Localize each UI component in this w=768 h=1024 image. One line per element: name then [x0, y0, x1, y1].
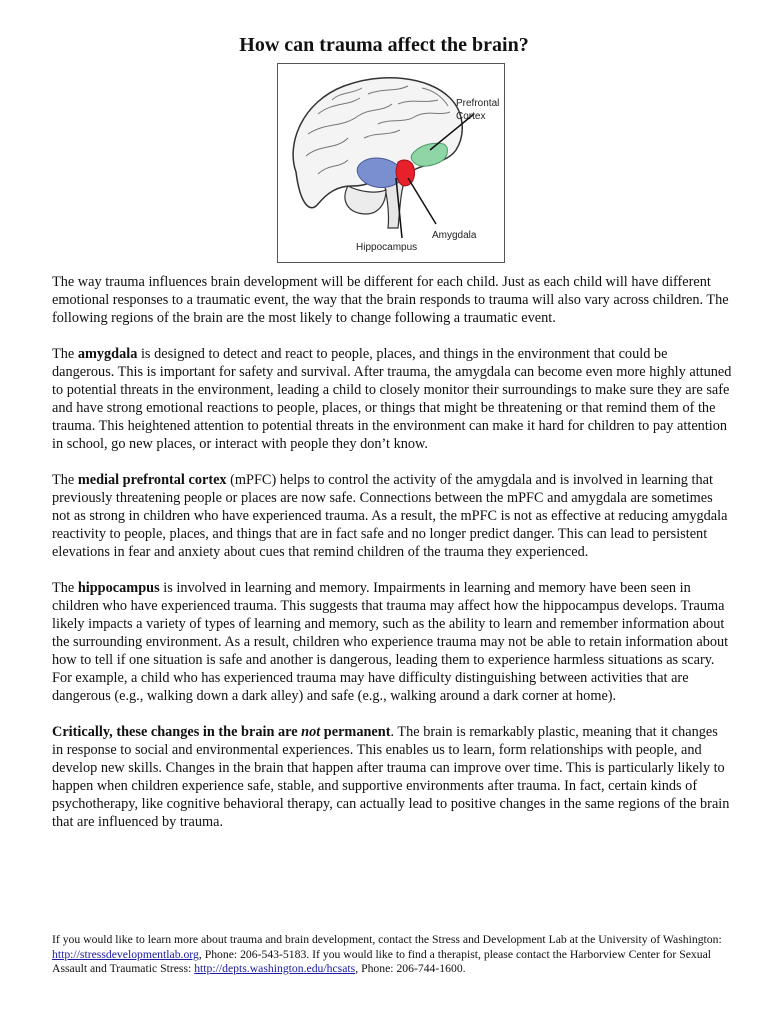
brain-illustration	[278, 64, 504, 262]
amygdala-leader	[408, 178, 436, 224]
amygdala-paragraph	[52, 345, 732, 453]
stress-lab-link[interactable]: http://stressdevelopmentlab.org	[52, 947, 199, 961]
plasticity-not: not	[301, 724, 321, 740]
mpfc-term: medial prefrontal cortex	[77, 472, 227, 488]
label-hippocampus: Hippocampus	[356, 242, 418, 253]
label-amygdala: Amygdala	[432, 230, 477, 241]
label-prefrontal-2: Cortex	[456, 111, 486, 122]
mpfc-lead: The	[52, 472, 78, 488]
mpfc-paragraph	[52, 471, 732, 561]
amygdala-text: is designed to detect and react to people, places, and things in the environment that could be dangerous. This is important for safety and survival. After trauma, the amygdala can become even more highly attuned to potential threats in the environment, leading a child to closely monitor their surroundings to make sure they are safe and have strong emotional reactions to people, places, or things that might be threatening or that remind them of the trauma. This heightened attention to potential threats in the environment can make it hard for children to pay attention in school, go new places, or interact with people they don’t know.	[52, 346, 732, 452]
page-title: How can trauma affect the brain?	[239, 34, 529, 56]
hippocampus-paragraph	[52, 579, 732, 705]
footer-part-2: , Phone: 206-543-5183. If you would like to find a therapist, please contact the Harborview Center for Sexual Assault and Traumatic Stress:	[52, 947, 712, 975]
plasticity-bold-1: Critically, these changes in the brain are	[52, 724, 302, 740]
article-body	[52, 273, 732, 849]
plasticity-paragraph	[52, 723, 732, 831]
hippocampus-term: hippocampus	[77, 580, 160, 596]
amygdala-term: amygdala	[77, 346, 138, 362]
label-prefrontal-1: Prefrontal	[456, 98, 500, 109]
plasticity-bold-2: permanent	[320, 724, 391, 740]
footer-part-3: , Phone: 206-744-1600.	[355, 962, 466, 975]
brain-diagram	[277, 63, 505, 263]
amygdala-lead: The	[52, 346, 78, 362]
intro-paragraph: The way trauma influences brain development will be different for each child. Just as each child will have different emotional responses to a traumatic event, the way that the brain responds to trauma will also vary across children. The following regions of the brain are the most likely to change following a traumatic event.	[52, 274, 729, 326]
hcsats-link[interactable]: http://depts.washington.edu/hcsats	[194, 962, 356, 975]
plasticity-text: . The brain is remarkably plastic, meaning that it changes in response to social and environmental experiences. This enables us to learn, form relationships with people, and develop new skills. Changes in the brain that happen after trauma can improve over time. This is particularly likely to happen when children experience safe, stable, and supportive environments after trauma. In fact, certain kinds of psychotherapy, like cognitive behavioral therapy, can actually lead to positive changes in the same regions of the brain that are influenced by trauma.	[52, 724, 730, 830]
contact-footer	[52, 933, 742, 977]
footer-part-1: If you would like to learn more about trauma and brain development, contact the Stress and Development Lab at the University of Washington:	[52, 933, 722, 946]
hippocampus-lead: The	[52, 580, 78, 596]
mpfc-text: (mPFC) helps to control the activity of the amygdala and is involved in learning that previously threatening people or places are now safe. Connections between the mPFC and amygdala are sometimes not as strong in children who have experienced trauma. As a result, the mPFC is not as effective at reducing amygdala reactivity to people, places, and things that are in fact safe and no longer predict danger. This can lead to persistent elevations in fear and anxiety about cues that remind children of the trauma they experienced.	[52, 472, 728, 560]
hippocampus-text: is involved in learning and memory. Impairments in learning and memory have been seen in children who have experienced trauma. This suggests that trauma may affect how the hippocampus develops. Trauma likely impacts a variety of types of learning and memory, such as the ability to learn and remember information about the surrounding environment. As a result, children who experience trauma may not be able to retain information about how to tell if one situation is safe and another is dangerous, leading them to experience harmless situations as scary. For example, a child who has experienced trauma may have difficulty distinguishing between activities that are dangerous (e.g., walking down a dark alley) and safe (e.g., walking around a dark corner at home).	[52, 580, 729, 704]
cerebellum	[345, 186, 386, 214]
amygdala-region	[396, 160, 415, 186]
